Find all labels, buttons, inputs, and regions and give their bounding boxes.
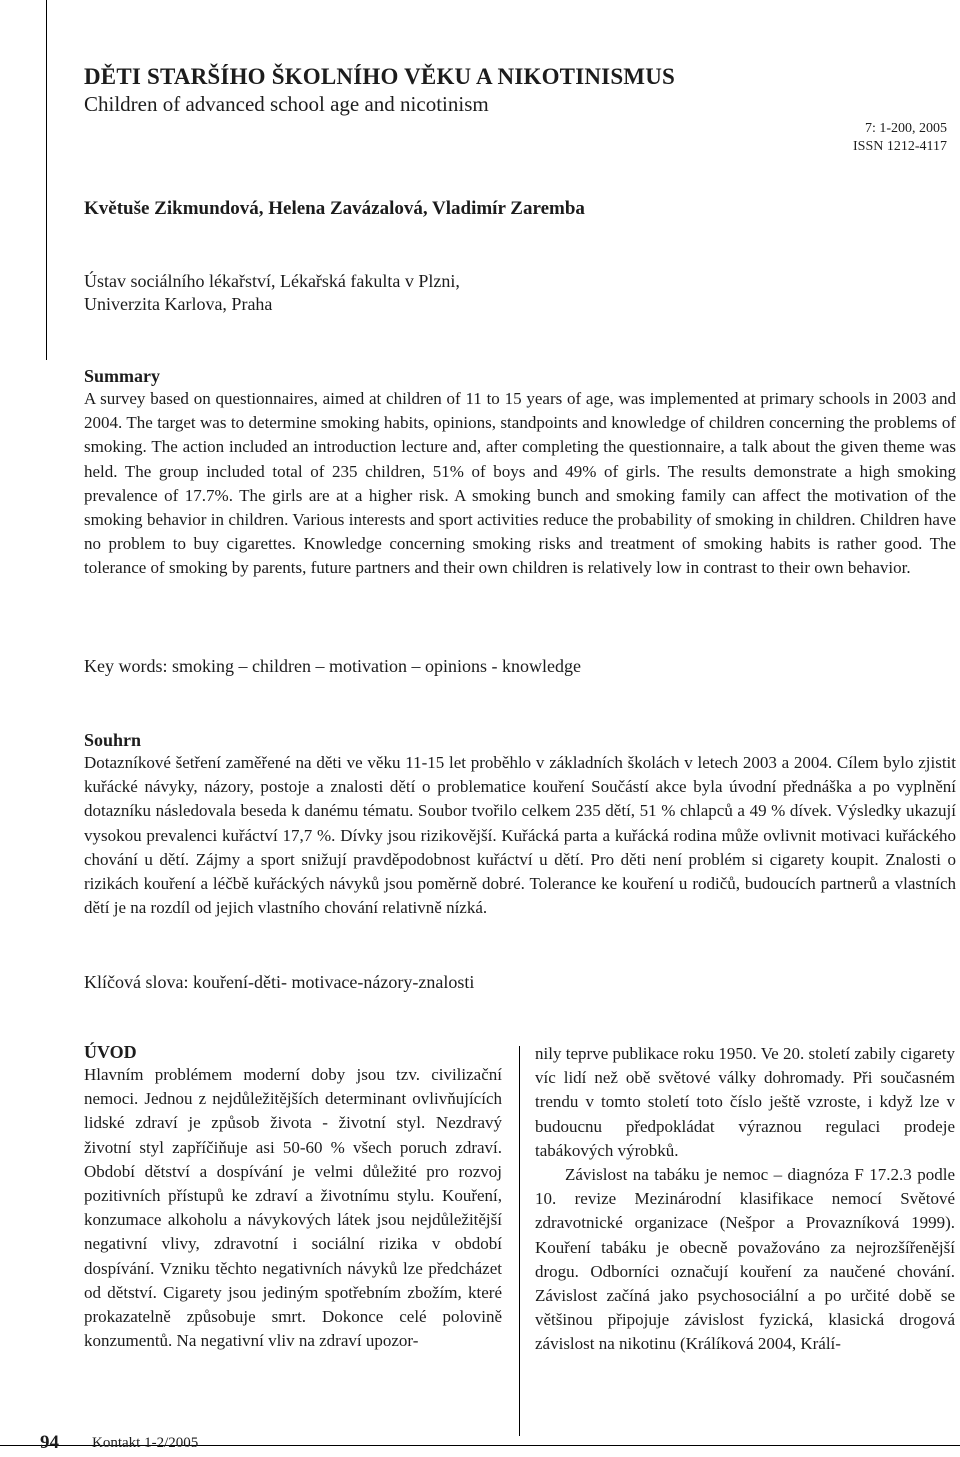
uvod-left-paragraph: Hlavním problémem moderní doby jsou tzv. civilizační nemoci. Jednou z nejdůležitějších determinant ovlivňujících lidské zdraví je způsob života - životní styl. Nezdravý životní styl zapříčiňuje asi 50-60 % všech poruch zdraví. Období dětství a dospívání je velmi důležité pro rozvoj pozitivních přístupů ke zdraví a životnímu stylu. Kouření, konzumace alkoholu a návykových látek jsou nejdůležitější negativní vlivy, zdravotní i sociální rizika v období dospívání. Vzniku těchto negativních návyků lze předcházet od dětství. Cigarety jsou jediným spotřebním zbožím, které prokazatelně způsobuje smrt. Dokonce celé polovině konzumentů. Na negativní vliv na zdraví upozor-: [84, 1065, 502, 1351]
summary-text: A survey based on questionnaires, aimed at children of 11 to 15 years of age, was implemented at primary schools in 2003 and 2004. The target was to determine smoking habits, opinions, standpoints and knowledge of children concerning the problems of smoking. The action included an introduction lecture and, after completing the questionnaire, a talk about the given theme was held. The group included total of 235 children, 51% of boys and 49% of girls. The results demonstrate a high smoking prevalence of 17.7%. The girls are at a higher risk. A smoking bunch and smoking family can affect the motivation of the smoking behavior in children. Various interests and sport activities reduce the probability of smoking in children. Children have no problem to buy cigarettes. Knowledge concerning smoking risks and treatment of smoking habits is rather good. The tolerance of smoking by parents, future partners and their own children is relatively low in contrast to their own behavior.: [84, 389, 956, 578]
uvod-right-paragraph-2: Závislost na tabáku je nemoc – diagnóza F 17.2.3 podle 10. revize Mezinárodní klasifikace nemocí Světové zdravotnické organizace (Nešpor a Provazníková 1999). Kouření tabáku je obecně považováno za nejrozšířenější drogu. Odborníci označují kouření za naučené chování. Závislost začíná jako psychosociální a po určité době se většinou připojuje závislost fyzická, klasická drogová závislost na nikotinu (Králíková 2004, Králí-: [535, 1165, 955, 1354]
article-affiliation: [84, 270, 460, 316]
affiliation-line-2: Univerzita Karlova, Praha: [84, 294, 273, 314]
uvod-right-column: [535, 1042, 955, 1357]
article-authors: Květuše Zikmundová, Helena Zavázalová, Vladimír Zaremba: [84, 198, 585, 219]
summary-heading: Summary: [84, 366, 160, 386]
souhrn-heading: Souhrn: [84, 730, 142, 750]
journal-side-rail: [0, 0, 50, 360]
uvod-right-paragraph-1: nily teprve publikace roku 1950. Ve 20. století zabily cigarety víc lidí než obě světové války dohromady. Při současném trendu v tomto století toto číslo ještě vzroste, i když lze v budoucnu předpokládat výraznou regulaci prodeje tabákových výrobků.: [535, 1044, 955, 1160]
journal-citation: [853, 120, 947, 156]
affiliation-line-1: Ústav sociálního lékařství, Lékařská fakulta v Plzni,: [84, 271, 460, 291]
souhrn-keywords: Klíčová slova: kouření-děti- motivace-názory-znalosti: [84, 972, 475, 992]
summary-section: [84, 366, 956, 581]
side-divider: [46, 0, 47, 360]
citation-issn: ISSN 1212-4117: [853, 139, 947, 154]
summary-keywords: Key words: smoking – children – motivation – opinions - knowledge: [84, 656, 581, 676]
uvod-left-column: [84, 1042, 502, 1353]
column-divider: [519, 1046, 520, 1436]
souhrn-text: Dotazníkové šetření zaměřené na děti ve věku 11-15 let proběhlo v základních školách v letech 2003 a 2004. Cílem bylo zjistit kuřácké návyky, názory, postoje a znalosti dětí o problematice kouření Součástí akce byla úvodní přednáška a po vyplnění dotazníku následovala beseda k danému tématu. Soubor tvořilo celkem 235 dětí, 51 % chlapců a 49 % dívek. Výsledky ukazují vysokou prevalenci kuřáctví 17,7 %. Dívky jsou rizikovější. Kuřácká parta a kuřácká rodina může ovlivnit motivaci kuřáckého chování u dětí. Zájmy a sport snižují pravděpodobnost kuřáctví u dětí. Pro děti není problém si cigarety koupit. Znalosti o rizikách kouření a léčbě kuřáckých návyků jsou poměrně dobré. Tolerance ke kouření u rodičů, budoucích partnerů a vlastních dětí je na rozdíl od jejich vlastního chování relativně nízká.: [84, 753, 956, 918]
uvod-left-text: [84, 1063, 502, 1353]
article-title: DĚTI STARŠÍHO ŠKOLNÍHO VĚKU A NIKOTINISMUS: [84, 64, 676, 89]
uvod-right-text: [535, 1042, 955, 1357]
page-number: 94: [40, 1432, 59, 1453]
article-subtitle: Children of advanced school age and nicotinism: [84, 92, 489, 116]
souhrn-section: [84, 730, 956, 920]
uvod-heading: ÚVOD: [84, 1042, 137, 1062]
footer-journal-name: Kontakt 1-2/2005: [92, 1435, 199, 1451]
citation-volume: 7: 1-200, 2005: [864, 121, 947, 136]
